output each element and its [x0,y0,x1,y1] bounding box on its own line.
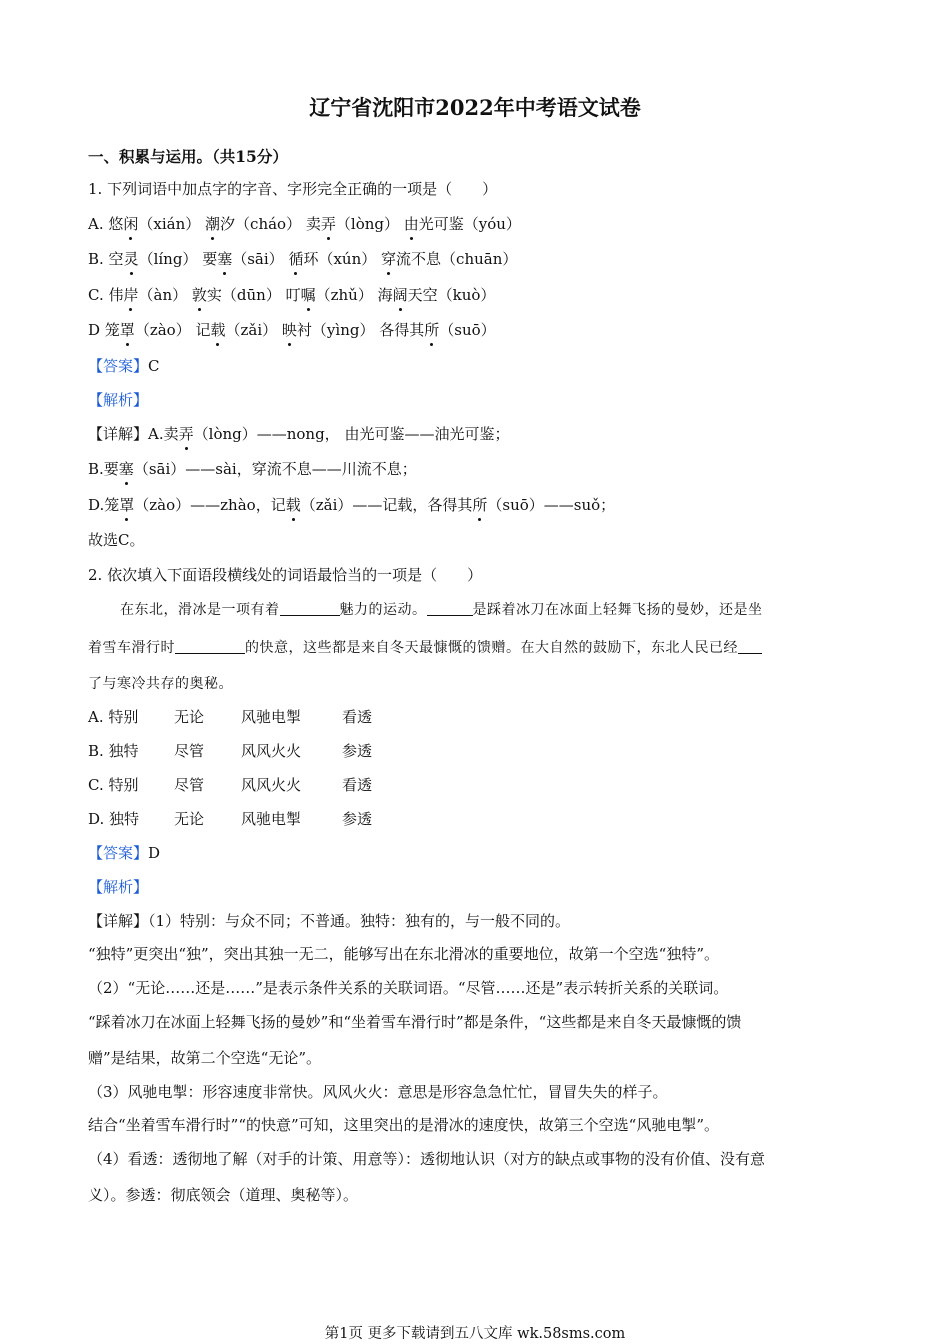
option-word: 风风火火 [241,742,302,760]
page-title: 辽宁省沈阳市2022年中考语文试卷 [309,95,641,120]
text-seg: （sāi） [232,250,289,268]
text-seg: （zào） 记 [134,321,211,339]
passage-text: 的快意，这些都是来自冬天最慷慨的馈赠。在大自然的鼓励下，东北人民已经 [245,640,738,656]
text-seg: （zǎi）——记载，各得其 [300,496,473,514]
option-word: 无论 [174,810,205,828]
option-word: 尽管 [174,742,205,760]
passage-line-3: 了与寒冷共存的奥秘。 [88,676,233,692]
q1-option-a [88,213,521,234]
q2-detail-9: 义）。参透：彻底领会（道理、奥秘等）。 [88,1186,359,1204]
dotted-char: 所 [424,321,440,339]
section-heading: 一、积累与运用。（共15分） [88,147,288,166]
text-seg: （sāi）——sài，穿流不息——川流不息； [133,460,417,478]
q2-detail-7: 结合“坐着雪车滑行时”“的快意”可知，这里突出的是滑冰的速度快，故第三个空选“风驰电掣”。 [88,1116,720,1134]
q2-option-b [88,740,372,761]
option-word: 参透 [342,810,373,828]
text-seg: （suō） [439,321,496,339]
blank-1 [280,601,340,616]
dotted-char: 由 [403,215,419,233]
page-footer: 第1页 更多下载请到五八文库 wk.58sms.com [324,1326,626,1342]
q2-detail-4: “踩着冰刀在冰面上轻舞飞扬的曼妙”和“坐着雪车滑行时”都是条件，“这些都是来自冬天最慷慨的馈 [88,1013,742,1031]
option-word: 风驰电掣 [241,708,302,726]
text-seg: 天空（kuò） [407,286,496,304]
text-seg: 流不息（chuān） [396,250,518,268]
text-seg: （xián） [138,215,206,233]
text-seg: A.卖 [148,425,179,443]
text-seg: （zào）——zhào，记 [134,496,286,514]
dotted-char: 所 [472,496,488,514]
q1-answer [88,355,160,376]
option-word: 看透 [342,776,373,794]
option-word: 参透 [342,742,373,760]
text-seg: D 笼 [88,321,120,339]
text-seg: A. 悠 [88,215,124,233]
q2-option-a [88,706,372,727]
text-seg: （zǎi） [225,321,282,339]
q1-detail-3 [88,494,615,515]
text-seg: D.笼 [88,496,120,514]
answer-value: C [148,357,160,375]
passage-line-1 [120,599,763,619]
q1-option-b [88,248,517,269]
dotted-char: 塞 [217,250,233,268]
option-word: B. 独特 [88,742,139,760]
text-seg: C. 伟 [88,286,124,304]
q2-answer [88,842,160,863]
q2-detail-3: （2）“无论……还是……”是表示条件关系的关联词语。“尽管……还是”表示转折关系的关联词。 [88,979,729,997]
q2-detail-5: 赠”是结果，故第二个空选“无论”。 [88,1049,322,1067]
dotted-char: 循 [288,250,304,268]
text-seg: （líng） 要 [138,250,218,268]
q2-analysis-label: 【解析】 [88,878,149,896]
text-seg: （lòng） [335,215,404,233]
text-seg: 衬（yìng） 各得其 [296,321,425,339]
q2-detail-8: （4）看透：透彻地了解（对手的计策、用意等）：透彻地认识（对方的缺点或事物的没有价值、没有意 [88,1150,766,1168]
dotted-char: 闲 [123,215,139,233]
q2-detail-1: 【详解】（1）特别：与众不同；不普通。独特：独有的，与一般不同的。 [88,912,571,930]
text-seg: B.要 [88,460,119,478]
dotted-char: 弄 [320,215,336,233]
dotted-char: 罩 [119,496,135,514]
text-seg: （zhǔ） 海 [315,286,393,304]
text-seg: 实（dūn） 叮 [206,286,301,304]
dotted-char: 塞 [118,460,134,478]
dotted-char: 阔 [392,286,408,304]
q2-detail-6: （3）风驰电掣：形容速度非常快。风风火火：意思是形容急急忙忙，冒冒失失的样子。 [88,1083,668,1101]
q2-detail-2: “独特”更突出“独”，突出其独一无二，能够写出在东北滑冰的重要地位，故第一个空选“独特”。 [88,945,720,963]
option-word: 尽管 [174,776,205,794]
option-word: 无论 [174,708,205,726]
dotted-char: 穿 [381,250,397,268]
question-2-stem: 2. 依次填入下面语段横线处的词语最恰当的一项是（ ） [88,566,483,584]
passage-text: 是踩着冰刀在冰面上轻舞飞扬的曼妙，还是坐 [472,602,763,618]
text-seg: （lòng）——nong， 由光可鉴——油光可鉴； [193,425,510,443]
q1-detail-1 [88,423,509,444]
dotted-char: 岸 [123,286,139,304]
text-seg: 光可鉴（yóu） [418,215,521,233]
option-word: 风驰电掣 [241,810,302,828]
dotted-char: 载 [285,496,301,514]
option-word: D. 独特 [88,810,140,828]
text-seg: （suō）——suǒ； [487,496,616,514]
passage-text: 在东北，滑冰是一项有着 [120,602,280,618]
dotted-char: 弄 [178,425,194,443]
q1-detail-2 [88,458,417,479]
text-seg: B. 空 [88,250,124,268]
text-seg: 汐（cháo） [220,215,306,233]
blank-2 [427,601,473,616]
text-seg: （àn） [138,286,192,304]
text-seg: 卖 [305,215,321,233]
dotted-char: 嘱 [300,286,316,304]
dotted-char: 载 [210,321,226,339]
question-1-stem: 1. 下列词语中加点字的字音、字形完全正确的一项是（ ） [88,180,498,198]
dotted-char: 映 [281,321,297,339]
option-word: A. 特别 [88,708,139,726]
blank-4 [738,639,762,654]
blank-3 [175,639,245,654]
q1-option-c [88,284,495,305]
answer-label: 【答案】 [88,357,149,375]
text-seg: 环（xún） [303,250,382,268]
passage-line-2 [88,637,762,657]
q1-analysis-label: 【解析】 [88,391,149,409]
passage-text: 着雪车滑行时 [88,640,175,656]
answer-label: 【答案】 [88,844,149,862]
dotted-char: 罩 [119,321,135,339]
q2-option-d [88,808,372,829]
dotted-char: 灵 [123,250,139,268]
option-word: 看透 [342,708,373,726]
passage-text: 魅力的运动。 [339,602,427,618]
answer-value: D [148,844,161,862]
q1-option-d [88,319,496,340]
q1-detail-4: 故选C。 [88,531,145,549]
option-word: 风风火火 [241,776,302,794]
option-word: C. 特别 [88,776,139,794]
dotted-char: 潮 [205,215,221,233]
detail-label: 【详解】 [88,425,149,443]
dotted-char: 敦 [191,286,207,304]
q2-option-c [88,774,372,795]
